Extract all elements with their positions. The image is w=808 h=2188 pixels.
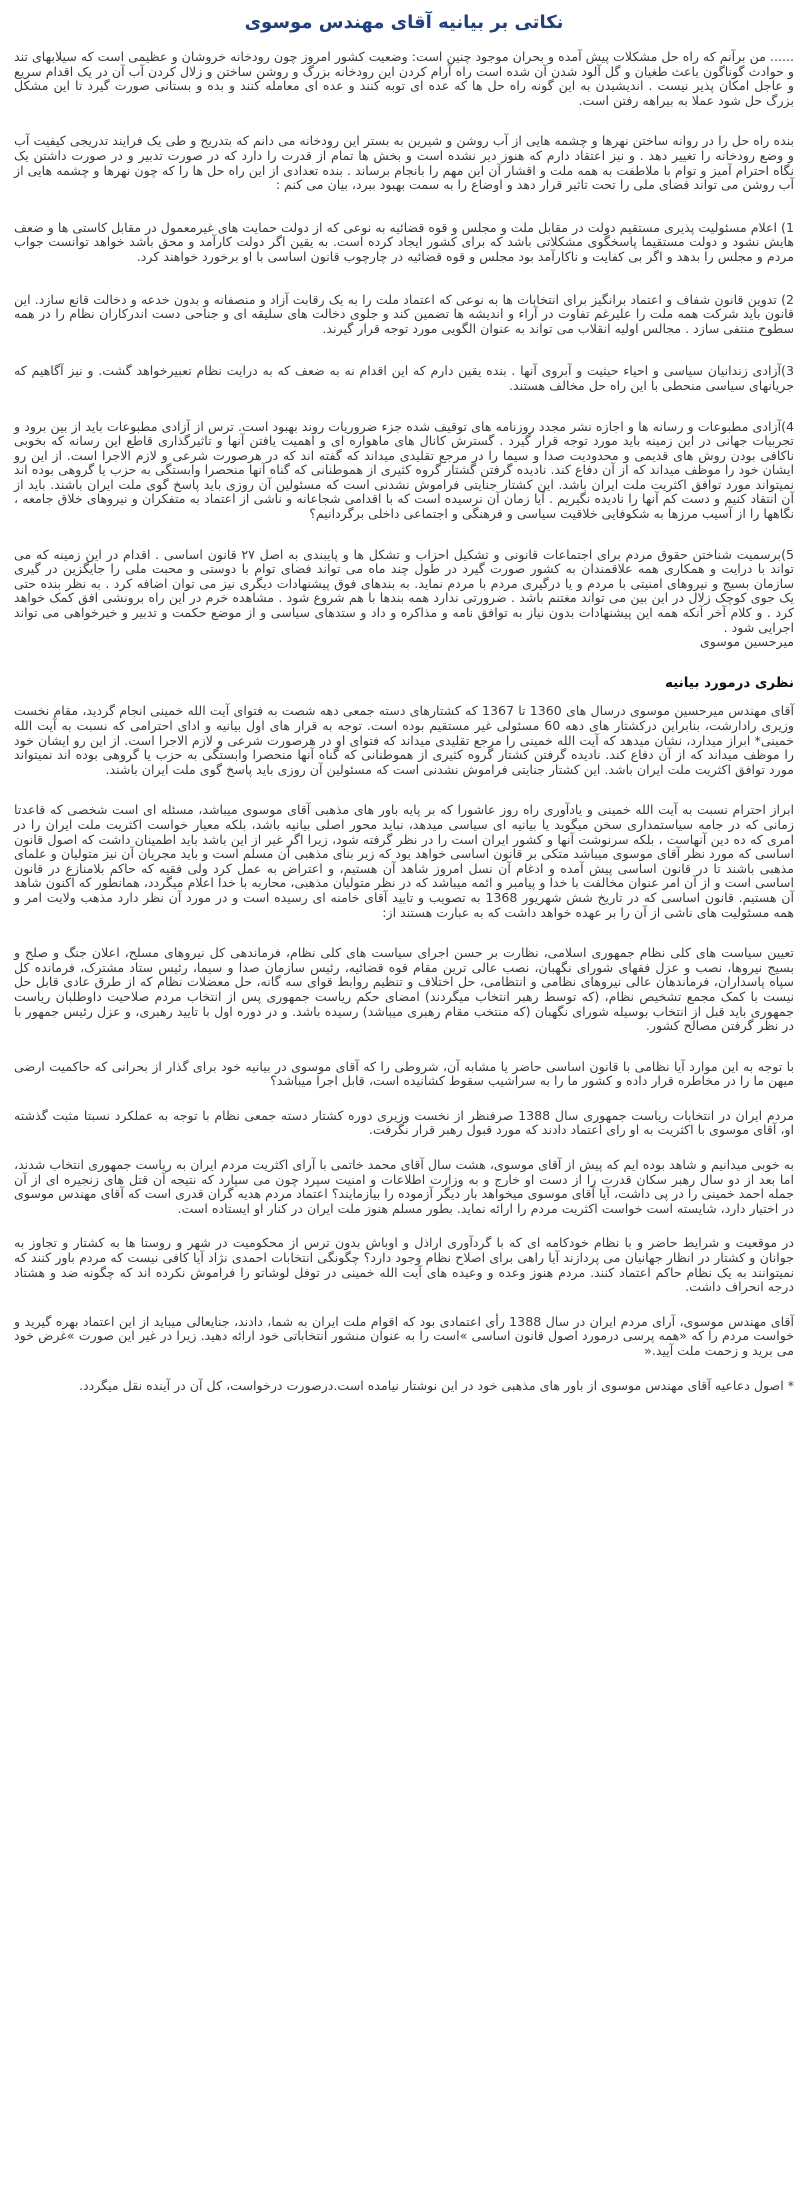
commentary-paragraph-7: در موقعیت و شرایط حاضر و با نظام خودکامه ای که با گردآوری اراذل و اوباش بدون ترس از محکومیت در شهر و روستا ها به کشتار و تجاوز به جوانان و کشتار در انظار جهانیان می پردازند آیا راهی برای اصلاح نظام وجود دارد؟ چگونگی انتخابات احمدی نژاد آیا کافی نیست که مردم باور کنند که نمیتوانند به یک نظام حاکم اعتماد کنند. مردم هنوز وعده و وعیده های آیت الله خمینی در توفل لوشاتو را فراموش نکرده اند که چگونه ضد و هشتاد درجه انحراف داشت. — [14, 1235, 794, 1295]
statement-point-2: 2) تدوین قانون شفاف و اعتماد برانگیز برای انتخابات ها به نوعی که اعتماد ملت را به یک رقابت آزاد و منصفانه و بدون خدعه و دخالت قانع سازد. این قانون باید شرکت همه ملت را علیرغم تفاوت در آراء و اندیشه ها تضمین کند و جلوی دخالت های سلیقه ای و جناحی دست اندرکاران نظام را در همه سطوح منتفی سازد . مجالس اولیه انقلاب می تواند به عنوان الگویی مورد توجه قرار گیرند. — [14, 291, 794, 336]
commentary-paragraph-1: آقای مهندس میرحسین موسوی درسال های 1360 تا 1367 که کشتارهای دسته جمعی دهه شصت به فتوای آیت الله خمینی انجام گردید، مقام نخست وزیری رادارشت، بنابراین درکشتار های دهه 60 مسئولی غیر مستقیم بوده است. توجه به قرار های اول بیانیه و ادای احترامی که نسبت به آیت الله خمینی* ابراز میدارد، نشان میدهد که آیت الله خمینی را مرجع تقلیدی میداند که فتوای او در هرصورت شرعی و لازم الاجرا است. از این رو ایشان خود را موظف میداند که از آن دفاع کند. نادیده گرفتن کشتار گروه کثیری از هموطنانی که گناه آنها منحصرا وابستگی به حزب یا گروهی بوده اند نمیتواند مورد توافق اکثریت ملت ایران باشد. این کشتار جنایتی فراموش نشدنی است که مسئولین آن روزی باید پاسخ گوی ملت ایران باشند. — [14, 703, 794, 777]
statement-point-4: 4)آزادی مطبوعات و رسانه ها و اجازه نشر مجدد روزنامه های توقیف شده جزء ضروریات روند بهبود است. ترس از آزادی مطبوعات باید از بین برود و تجربیات جهانی در این زمینه باید مورد توجه قرار گیرد . گسترش کانال های ماهواره ای و اهمیت یافتن آنها و تاثیرگذاری قاطع این رسانه که بخوبی ناکافی بودن روش های قدیمی و محدودیت صدا و سیما را در مرجع تقلیدی میداند که گفته اند که در هرصورت شرعی و لازم الاجرا است. از این رو ایشان خود را موظف میداند که از آن دفاع کند. نادیده گرفتن گشتار گروه کثیری از هموطنانی که گناه آنها منحصرا وابستگی به حزب یا گروهی بوده اند نمیتواند مورد توافق اکثریت ملت ایران باشد. این کشتار جنایتی فراموش نشدنی است که مسئولین آن روزی باید پاسخ گوی ملت ایران باشند. باید از آن انتقاد کنیم و دست کم آنها را نادیده نگیریم . آیا زمان آن نرسیده است که با اقدامی شجاعانه و ناشی از اعتماد به متفکران و نیروهای خلاق جامعه ، نگاهها را از آسیب مرزها به شکوفایی خلاقیت سیاسی و فرهنگی و اجتماعی داخلی برگردانیم؟ — [14, 418, 794, 522]
footnote: * اصول دعاعیه آقای مهندس موسوی از باور های مذهبی خود در این نوشتار نیامده است.درصورت درخواست، کل آن در آینده نقل میگردد. — [78, 1377, 794, 1393]
commentary-paragraph-5: مردم ایران در انتخابات ریاست جمهوری سال 1388 صرفنظر از نخست وزیری دوره کشتار دسته جمعی نظام با توجه به عملکرد نسبتا مثبت گذشته او، آقای موسوی با اکثریت به او رای اعتماد دادند که مورد قبول رهبر قرار نگرفت. — [14, 1107, 794, 1138]
commentary-paragraph-6: به خوبی میدانیم و شاهد بوده ایم که پیش از آقای موسوی، هشت سال آقای محمد خاتمی با آرای اکثریت مردم ایران به ریاست جمهوری انتخاب شدند، اما بعد از دو سال رهبر سکان قدرت را از دست او خارج و به وزارت اطلاعات و امنیت سپرد چون می سپارد که نتیجه آن قتل های زنجیره ای از آن جمله احمد خمینی را در پی داشت، آیا آقای موسوی میخواهد بار دیگر آزموده را بیازمایند؟ اعتماد مردم هدیه گران قدری است که آقای مهندس موسوی در اختیار دارد، شایسته است خواست اکثریت مردم را ارائه نماید. بطور مسلم هنوز ملت ایران در کنار او ایستاده است. — [14, 1157, 794, 1216]
commentary-paragraph-4: با توجه به این موارد آیا نظامی با قانون اساسی حاضر یا مشابه آن، شروطی را که آقای موسوی در بیانیه خود برای گذار از بحرانی که حاکمیت ارضی میهن ما را در مخاطره قرار داده و کشور ما را به سراشیب سقوط کشانیده است، قابل اجرا میباشد؟ — [14, 1058, 794, 1089]
commentary-paragraph-2: ابراز احترام نسبت به آیت الله خمینی و یادآوری راه روز عاشورا که بر پایه باور های مذهبی آقای موسوی میباشد، مسئله ای است شخصی که قاعدتا زمانی که در جامه سیاستمداری سخن میگوید یا بیانیه ای سیاسی میدهد، نباید محور اصلی بیانیه باشد، بلکه معیار خواست اکثریت ملت ایران را در امری که ده دین آنهاست ، بلکه سرنوشت آنها و کشور ایران است را در نظر گرفته شود، زیرا اگر غیر از این باشد باید اطمینان داشت که اصول قانون اساسی که مورد نظر آقای موسوی میباشد متکی بر قانون اساسی خواهد بود که زیر بنای مذهبی آن مسلم است و باید مجریان آن نیز متولیان و علمای مذهبی باشند تا در قانون اساسی پیش آمده و ادغام آن نسل امروز شاهد آن هستیم، و اعتراض به عمل کرد ولی فقیه که حاکم بلامنازع در قانون اساسی است و از آن امر عنوان مخالفت با خدا و پیامبر و ائمه میباشد که در نظر متولیان مذهبی، محاربه با خدا اعلام میگردد، همانطور که اکنون شاهد آن هستیم. قانون اساسی که در تاریخ شش شهریور 1368 به تصویب و تایید آقای خامنه ای رسیده است و در مورد آن نظر دارد مذهب ولایت امر و همه مسئولیت های ناشی از آن را بر عهده خواهد داشت که به عبارت هستند از: — [14, 802, 794, 920]
commentary-paragraph-8: آقای مهندس موسوی، آرای مردم ایران در سال 1388 رأی اعتمادی بود که اقوام ملت ایران به شما، دادند، جنایعالی میباید از این اعتماد بهره گیرید و خواست مردم را که «همه پرسی درمورد اصول قانون اساسی »است را به عنوان منشور انتخاباتی خود ارائه دهید. زیرا در غیر این صورت »غرض خود می برید و زحمت ملت آیید.« — [14, 1313, 794, 1358]
statement-point-5: 5)برسمیت شناختن حقوق مردم برای اجتماعات قانونی و تشکیل احزاب و تشکل ها و پایبندی به اصل ۲۷ قانون اساسی . اقدام در این زمینه که می تواند با درایت و همکاری همه علاقمندان به کشور صورت گیرد در طول چند ماه می تواند فضای توام با دوستی و محبت ملی را جایگزین در گیری سازمان بسیج و نیروهای امنیتی با مردم و یا درگیری مردم با مردم نماید. به بندهای فوق پیشنهادات دیگری نیز می توان اضافه کرد . به نظر بنده حتی یک جوی کوچک زلال در این بین می تواند مغتنم باشد . ضرورتی ندارد همه بندها با هم شروع شود . مشاهده خرم در این راه برونشی افق کمک خواهد کرد . و کلام آخر آنکه همه این پیشنهادات بدون نیاز به توافق نامه و مذاکره و داد و ستدهای سیاسی و از موضع حکمت و تدبیر و خیرخواهی می تواند اجرایی شود . — [14, 546, 794, 635]
article-page — [14, 0, 794, 1393]
statement-point-3: 3)آزادی زندانیان سیاسی و احیاء حیثیت و آبروی آنها . بنده یقین دارم که این اقدام نه به ضعف که به درایت نظام تعبیرخواهد گشت. و نیز آگاهیم که جریانهای سیاسی منحطی با این راه حل مخالف هستند. — [14, 363, 794, 393]
statement-intro: ...... من برآنم که راه حل مشکلات پیش آمده و بحران موجود چنین است: وضعیت کشور امروز چون رودخانه خروشان و عظیمی است که سیلابهای تند و حوادث گوناگون باعث طغیان و گل آلود شدن آن شده است راه آرام کردن این رودخانه بزرگ و روشن ساختن و زلال کردن آب آن در یک اقدام سریع و عاجل امکان پذیر نیست . اندیشیدن به این گونه راه حل ها که عده ای توبه کنند و عده ای معامله کنند و بده و بستانی صورت گیرد تا این مشکل بزرگ حل شود عملا به بیراهه رفتن است. — [14, 49, 794, 108]
commentary-heading: نظری درمورد بیانیه — [664, 674, 794, 691]
statement-signature: میرحسین موسوی — [699, 634, 794, 650]
statement-point-1: 1) اعلام مسئولیت پذیری مستقیم دولت در مقابل ملت و مجلس و قوه قضائیه به نوعی که از دولت حمایت های غیرمعمول در مقابل کاستی ها و ضعف هایش نشود و دولت مستقیما پاسخگوی مشکلاتی باشد که برای کشور ایجاد کرده است. به یقین اگر دولت کارآمد و محق باشد خواهد توانست جواب مردم و مجلس را بدهد و اگر بی کفایت و ناکارآمد بود مجلس و قوه قضائیه در چارچوب قانون اساسی با او برخورد خواهند کرد. — [14, 219, 794, 264]
page-title: نکاتی بر بیانیه آقای مهندس موسوی — [244, 12, 564, 33]
commentary-paragraph-3: تعیین سیاست های کلی نظام جمهوری اسلامی، نظارت بر حسن اجرای سیاست های کلی نظام، فرماندهی کل نیروهای مسلح، اعلان جنگ و صلح و بسیج نیروها، نصب و عزل فقهای شورای نگهبان، نصب عالی ترین مقام قوه قضائیه، رئیس سازمان صدا و سیما، رئیس ستاد مشترک، فرمانده کل سپاه پاسداران، فرماندهان عالی نیروهای نظامی و انتظامی، حل اختلاف و تنظیم روابط قوای سه گانه، حل معضلات نظام که از طرق عادی قابل حل نیست با کمک مجمع تشخیص نظام، (که توسط رهبر انتخاب میگردند) امضای حکم ریاست جمهوری پس از انتخاب مردم صلاحیت داوطلبان ریاست جمهوری باید قبل از انتخاب بوسیله شورای نگهبان (که منتخب مقام رهبری میباشد) رسیده باشد. و در دوره اول با تایید رهبری، و عزل رئیس جمهور با در نظر گرفتن مصالح کشور. — [14, 945, 794, 1034]
statement-paragraph-2: بنده راه حل را در روانه ساختن نهرها و چشمه هایی از آب روشن و شیرین به بستر این رودخانه می دانم که بتدریج و طی یک فرایند تدریجی کیفیت آب و وضع رودخانه را تغییر دهد . و نیز اعتقاد دارم که هنوز دیر نشده است و بخش ها تمام از قدرت را دارد که در صورت تدبیر و در صورت داشتن یک نگاه احترام آمیز و توام با ملاطفت به همه ملت و اقشار آن این مهم را بانجام برساند . بنده تعدادی از این راه حل ها را که چون نهرها و چشمه هایی از آب روشن می تواند فضای ملی را تحت تاثیر قرار دهد و اوضاع را به سمت بهبود ببرد، بیان می کنم : — [14, 133, 794, 193]
